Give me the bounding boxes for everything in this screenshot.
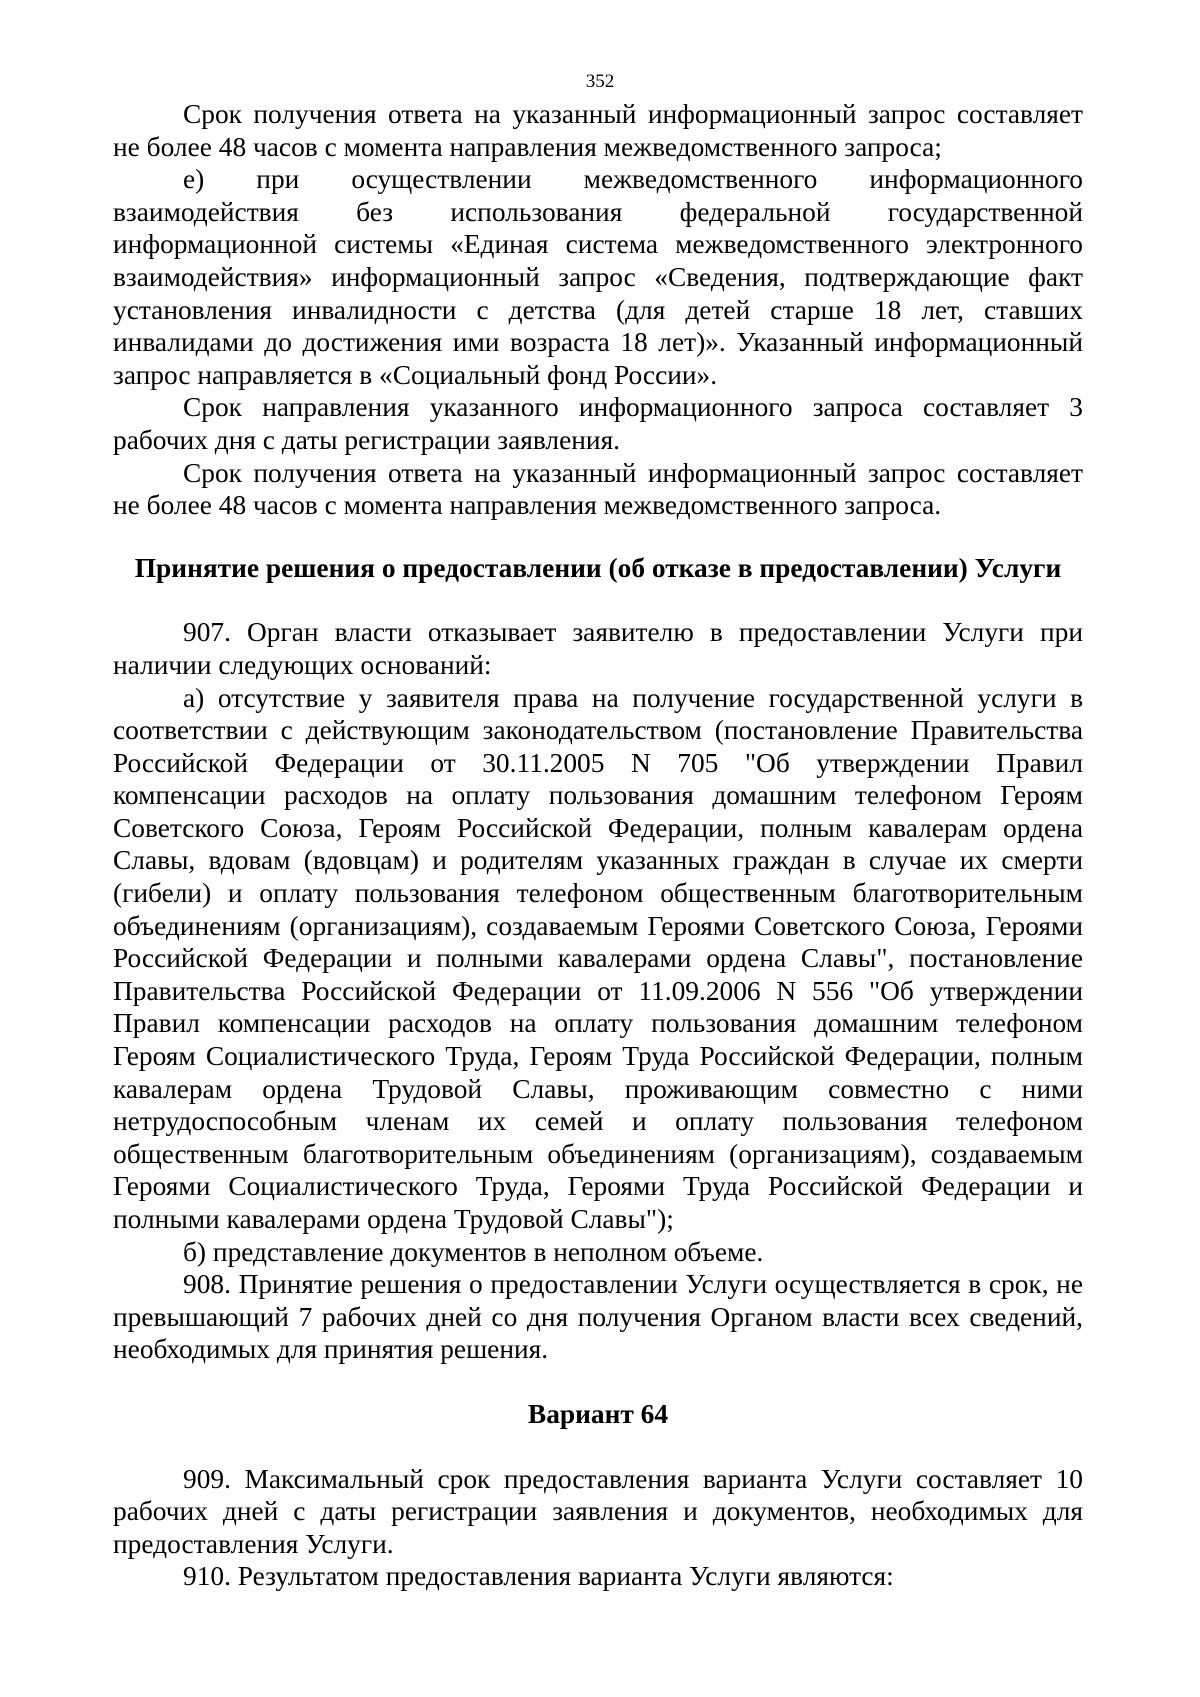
paragraph: Срок получения ответа на указанный информационный запрос составляет не более 48 часов с момента направления межведомственного запроса; bbox=[113, 99, 1083, 162]
section-heading: Вариант 64 bbox=[527, 1398, 669, 1429]
paragraph: 908. Принятие решения о предоставлении Услуги осуществляется в срок, не превышающий 7 рабочих дней со дня получения Органом власти всех сведений, необходимых для принятия решения. bbox=[113, 1269, 1083, 1365]
paragraph: 910. Результатом предоставления варианта Услуги являются: bbox=[183, 1561, 894, 1592]
paragraph: е) при осуществлении межведомственного информационного взаимодействия без использования федеральной государственной информационной системы «Единая система межведомственного электронного взаимодействия» информационный запрос «Сведения, подтверждающие факт установления инвалидности с детства (для детей старше 18 лет, ставших инвалидами до достижения ими возраста 18 лет)». Указанный информационный запрос направляется в «Социальный фонд России». bbox=[113, 164, 1083, 390]
section-heading: Принятие решения о предоставлении (об отказе в предоставлении) Услуги bbox=[134, 552, 1062, 583]
document-body bbox=[113, 98, 1083, 1593]
paragraph: б) представление документов в неполном объеме. bbox=[183, 1236, 764, 1267]
paragraph: Срок получения ответа на указанный информационный запрос составляет не более 48 часов с момента направления межведомственного запроса. bbox=[113, 457, 1083, 521]
paragraph: а) отсутствие у заявителя права на получение государственной услуги в соответствии с действующим законодательством (постановление Правительства Российской Федерации от 30.11.2005 N 705 "Об утверждении Правил компенсации расходов на оплату пользования домашним телефоном Героям Советского Союза, Героям Российской Федерации, полным кавалерам ордена Славы, вдовам (вдовцам) и родителям указанных граждан в случае их смерти (гибели) и оплату пользования телефоном общественным благотворительным объединениям (организациям), создаваемым Героями Советского Союза, Героями Российской Федерации и полными кавалерами ордена Славы", постановление Правительства Российской Федерации от 11.09.2006 N 556 "Об утверждении Правил компенсации расходов на оплату пользования домашним телефоном Героям Социалистического Труда, Героям Труда Российской Федерации, полным кавалерам ордена Трудовой Славы, проживающим совместно с ними нетрудоспособным членам их семей и оплату пользования телефоном общественным благотворительным объединениям (организациям), создаваемым Героями Социалистического Труда, Героями Труда Российской Федерации и полными кавалерами ордена Трудовой Славы"); bbox=[113, 682, 1083, 1234]
paragraph: 909. Максимальный срок предоставления варианта Услуги составляет 10 рабочих дней с даты регистрации заявления и документов, необходимых для предоставления Услуги. bbox=[113, 1463, 1083, 1559]
paragraph: Срок направления указанного информационного запроса составляет 3 рабочих дня с даты регистрации заявления. bbox=[113, 392, 1083, 455]
page-number: 352 bbox=[585, 71, 615, 92]
paragraph: 907. Орган власти отказывает заявителю в предоставлении Услуги при наличии следующих оснований: bbox=[113, 617, 1083, 680]
